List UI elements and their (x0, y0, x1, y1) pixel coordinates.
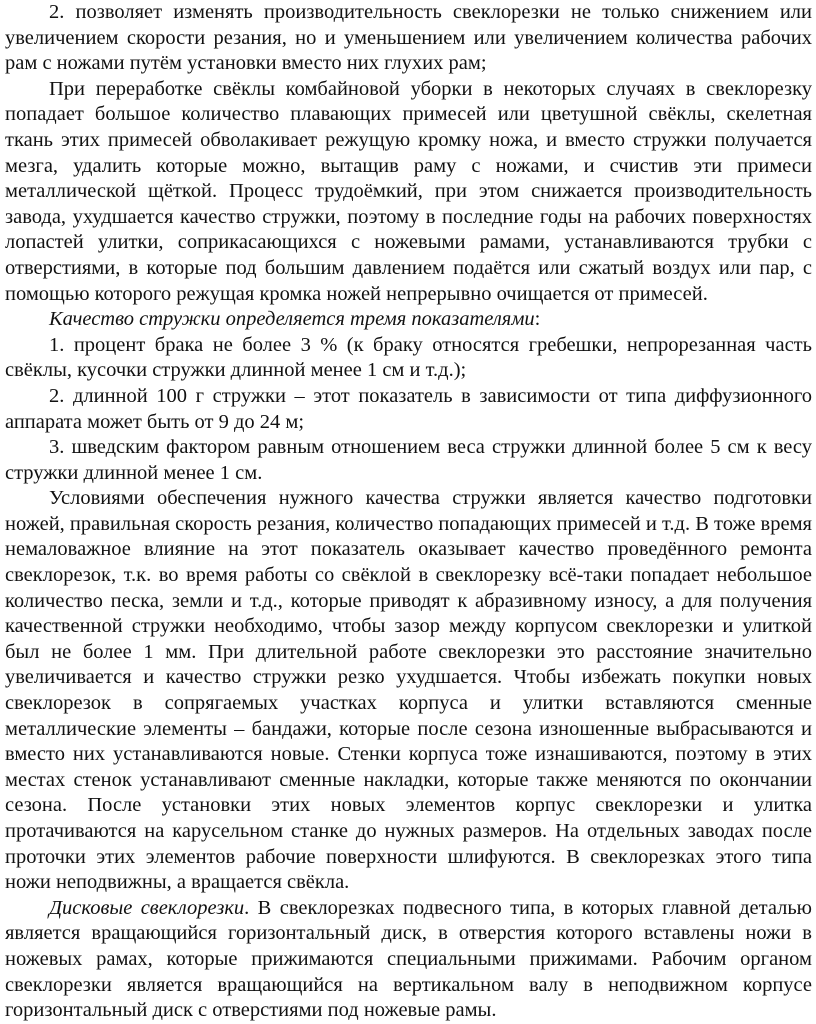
paragraph-text: 2. длинной 100 г стружки – этот показатель в зависимости от типа диффузионного аппарата может быть от 9 до 24 м; (5, 384, 812, 433)
paragraph-text: При переработке свёклы комбайновой уборки в некоторых случаях в свеклорезку попадает большое количество плавающих примесей или цветушной свёклы, скелетная ткань этих примесей обволакивает режущую кромку ножа, и вместо стружки получается мезга, удалить которые можно, вытащив раму с ножами, и счистив эти примеси металлической щёткой. Процесс трудоёмкий, при этом снижается производительность завода, ухудшается качество стружки, поэтому в последние годы на рабочих поверхностях лопастей улитки, соприкасающихся с ножевыми рамами, устанавливаются трубки с отверстиями, в которые под большим давлением подаётся или сжатый воздух или пар, с помощью которого режущая кромка ножей непрерывно очищается от примесей. (5, 77, 812, 305)
paragraph-quality-item-3 (5, 435, 812, 486)
paragraph-item-2-capacity (5, 0, 812, 77)
paragraph-quality-heading (5, 307, 812, 333)
italic-lead: Качество стружки определяется тремя показателями (49, 308, 535, 331)
italic-lead: Дисковые свеклорезки (49, 896, 245, 919)
paragraph-text: . В свеклорезках подвесного типа, в которых главной деталью является вращающийся горизонтальный диск, в отверстия которого вставлены ножи в ножевых рамах, которые прижимаются специальными прижимами. Рабочим органом свеклорезки является вращающийся на вертикальном валу в неподвижном корпусе горизонтальный диск с отверстиями под ножевые рамы. (5, 896, 812, 1022)
paragraph-quality-item-1 (5, 333, 812, 384)
paragraph-text: 1. процент брака не более 3 % (к браку относятся гребешки, непрорезанная часть свёклы, кусочки стружки длинной менее 1 см и т.д.); (5, 333, 812, 382)
paragraph-text: : (534, 308, 541, 331)
paragraph-text: Условиями обеспечения нужного качества стружки является качество подготовки ножей, правильная скорость резания, количество попадающих примесей и т.д. В тоже время немаловажное влияние на этот показатель оказывает качество проведённого ремонта свеклорезок, т.к. во время работы со свёклой в свеклорезку всё-таки попадает небольшое количество песка, земли и т.д., которые приводят к абразивному износу, а для получения качественной стружки необходимо, чтобы зазор между корпусом свеклорезки и улиткой был не более 1 мм. При длительной работе свеклорезки это расстояние значительно увеличивается и качество стружки резко ухудшается. Чтобы избежать покупки новых свеклорезок в сопрягаемых участках корпуса и улитки вставляются сменные металлические элементы – бандажи, которые после сезона изношенные выбрасываются и вместо них устанавливаются новые. Стенки корпуса тоже изнашиваются, поэтому в этих местах стенок устанавливают сменные накладки, которые также меняются по окончании сезона. После установки этих новых элементов корпус свеклорезки и улитка протачиваются на карусельном станке до нужных размеров. На отдельных заводах после проточки этих элементов рабочие поверхности шлифуются. В свеклорезках этого типа ножи неподвижны, а вращается свёкла. (5, 487, 812, 894)
paragraph-quality-conditions (5, 486, 812, 896)
paragraph-text: 3. шведским фактором равным отношением веса стружки длинной более 5 см к весу стружки длинной менее 1 см. (5, 436, 812, 484)
paragraph-disc-slicers (5, 896, 812, 1024)
paragraph-quality-item-2 (5, 384, 812, 435)
paragraph-impurities (5, 77, 812, 307)
paragraph-text: 2. позволяет изменять производительность свеклорезки не только снижением или увеличением скорости резания, но и уменьшением или увеличением количества рабочих рам с ножами путём установки вместо них глухих рам; (5, 1, 812, 75)
